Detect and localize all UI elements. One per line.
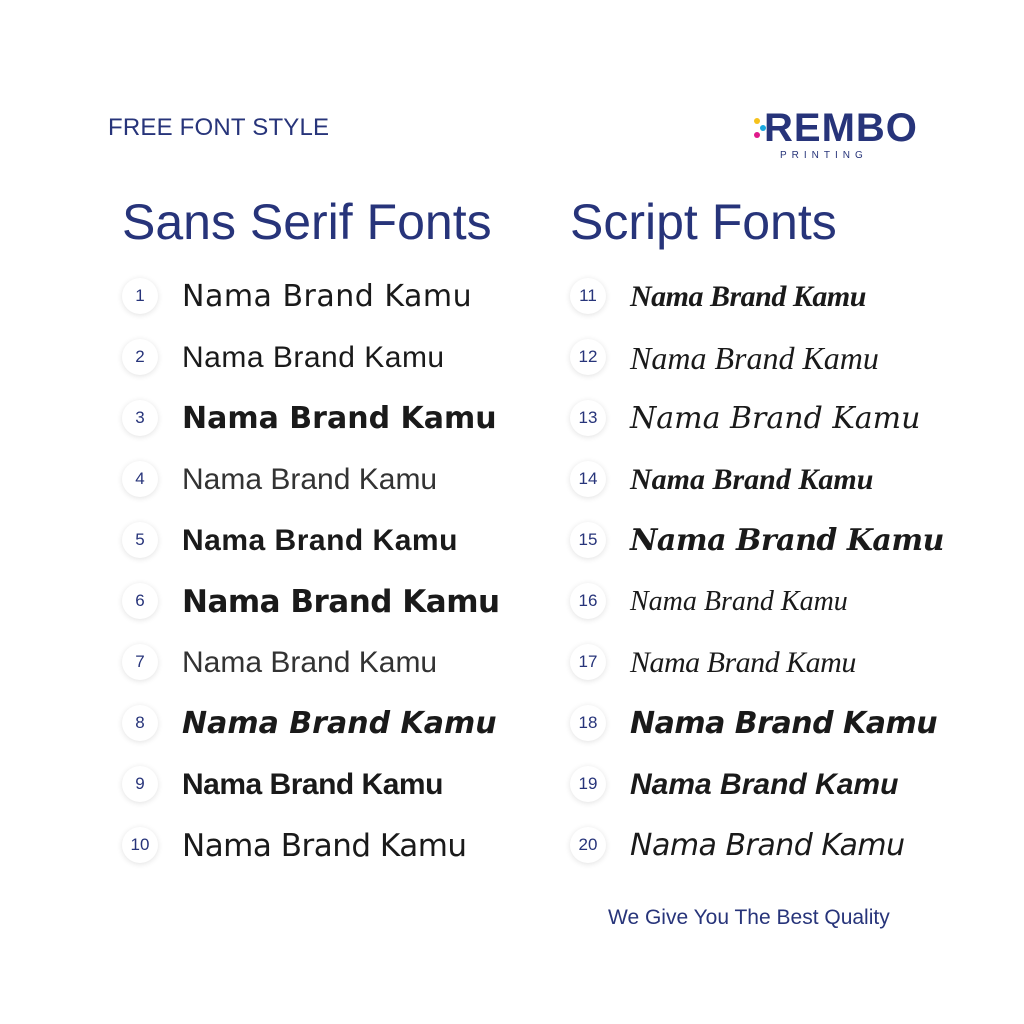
footer-tagline: We Give You The Best Quality — [608, 906, 890, 929]
font-number-badge: 4 — [122, 461, 158, 497]
font-number-badge: 3 — [122, 400, 158, 436]
font-number-badge: 17 — [570, 644, 606, 680]
font-sample-text: Nama Brand Kamu — [182, 279, 473, 314]
font-sample-text: Nama Brand Kamu — [630, 280, 866, 313]
font-sample-text: Nama Brand Kamu — [182, 524, 458, 557]
sans-serif-title: Sans Serif Fonts — [122, 194, 492, 250]
font-sample-text: Nama Brand Kamu — [182, 341, 445, 374]
script-title: Script Fonts — [570, 194, 837, 250]
font-number-badge: 18 — [570, 705, 606, 741]
font-number-badge: 15 — [570, 522, 606, 558]
font-number-badge: 2 — [122, 339, 158, 375]
font-sample-text: Nama Brand Kamu — [182, 706, 497, 741]
font-number-badge: 13 — [570, 400, 606, 436]
font-number-badge: 11 — [570, 278, 606, 314]
font-sample-text: Nama Brand Kamu — [630, 463, 874, 496]
font-number-badge: 5 — [122, 522, 158, 558]
font-number-badge: 7 — [122, 644, 158, 680]
font-number-badge: 19 — [570, 766, 606, 802]
font-sample-text: Nama Brand Kamu — [630, 586, 848, 617]
logo-subtitle: PRINTING — [780, 150, 868, 161]
font-sample-text: Nama Brand Kamu — [630, 646, 856, 679]
page-header-label: FREE FONT STYLE — [108, 114, 330, 141]
font-number-badge: 14 — [570, 461, 606, 497]
font-sample-text: Nama Brand Kamu — [630, 340, 879, 376]
font-number-badge: 8 — [122, 705, 158, 741]
font-sample-text: Nama Brand Kamu — [630, 828, 905, 863]
font-sample-text: Nama Brand Kamu — [182, 828, 467, 864]
font-number-badge: 9 — [122, 766, 158, 802]
font-sample-text: Nama Brand Kamu — [630, 523, 944, 558]
font-number-badge: 6 — [122, 583, 158, 619]
font-sample-text: Nama Brand Kamu — [182, 584, 500, 620]
font-number-badge: 12 — [570, 339, 606, 375]
font-sample-text: Nama Brand Kamu — [182, 646, 438, 679]
font-sample-text: Nama Brand Kamu — [630, 706, 938, 741]
font-sample-text: Nama Brand Kamu — [630, 768, 899, 801]
font-sample-text: Nama Brand Kamu — [182, 768, 443, 801]
font-sample-text: Nama Brand Kamu — [182, 401, 497, 436]
font-number-badge: 1 — [122, 278, 158, 314]
font-sample-text: Nama Brand Kamu — [630, 401, 921, 436]
logo-wordmark: REMBO — [764, 106, 918, 150]
font-number-badge: 10 — [122, 827, 158, 863]
font-sample-text: Nama Brand Kamu — [182, 463, 438, 496]
font-number-badge: 16 — [570, 583, 606, 619]
font-number-badge: 20 — [570, 827, 606, 863]
brand-logo — [752, 108, 927, 168]
